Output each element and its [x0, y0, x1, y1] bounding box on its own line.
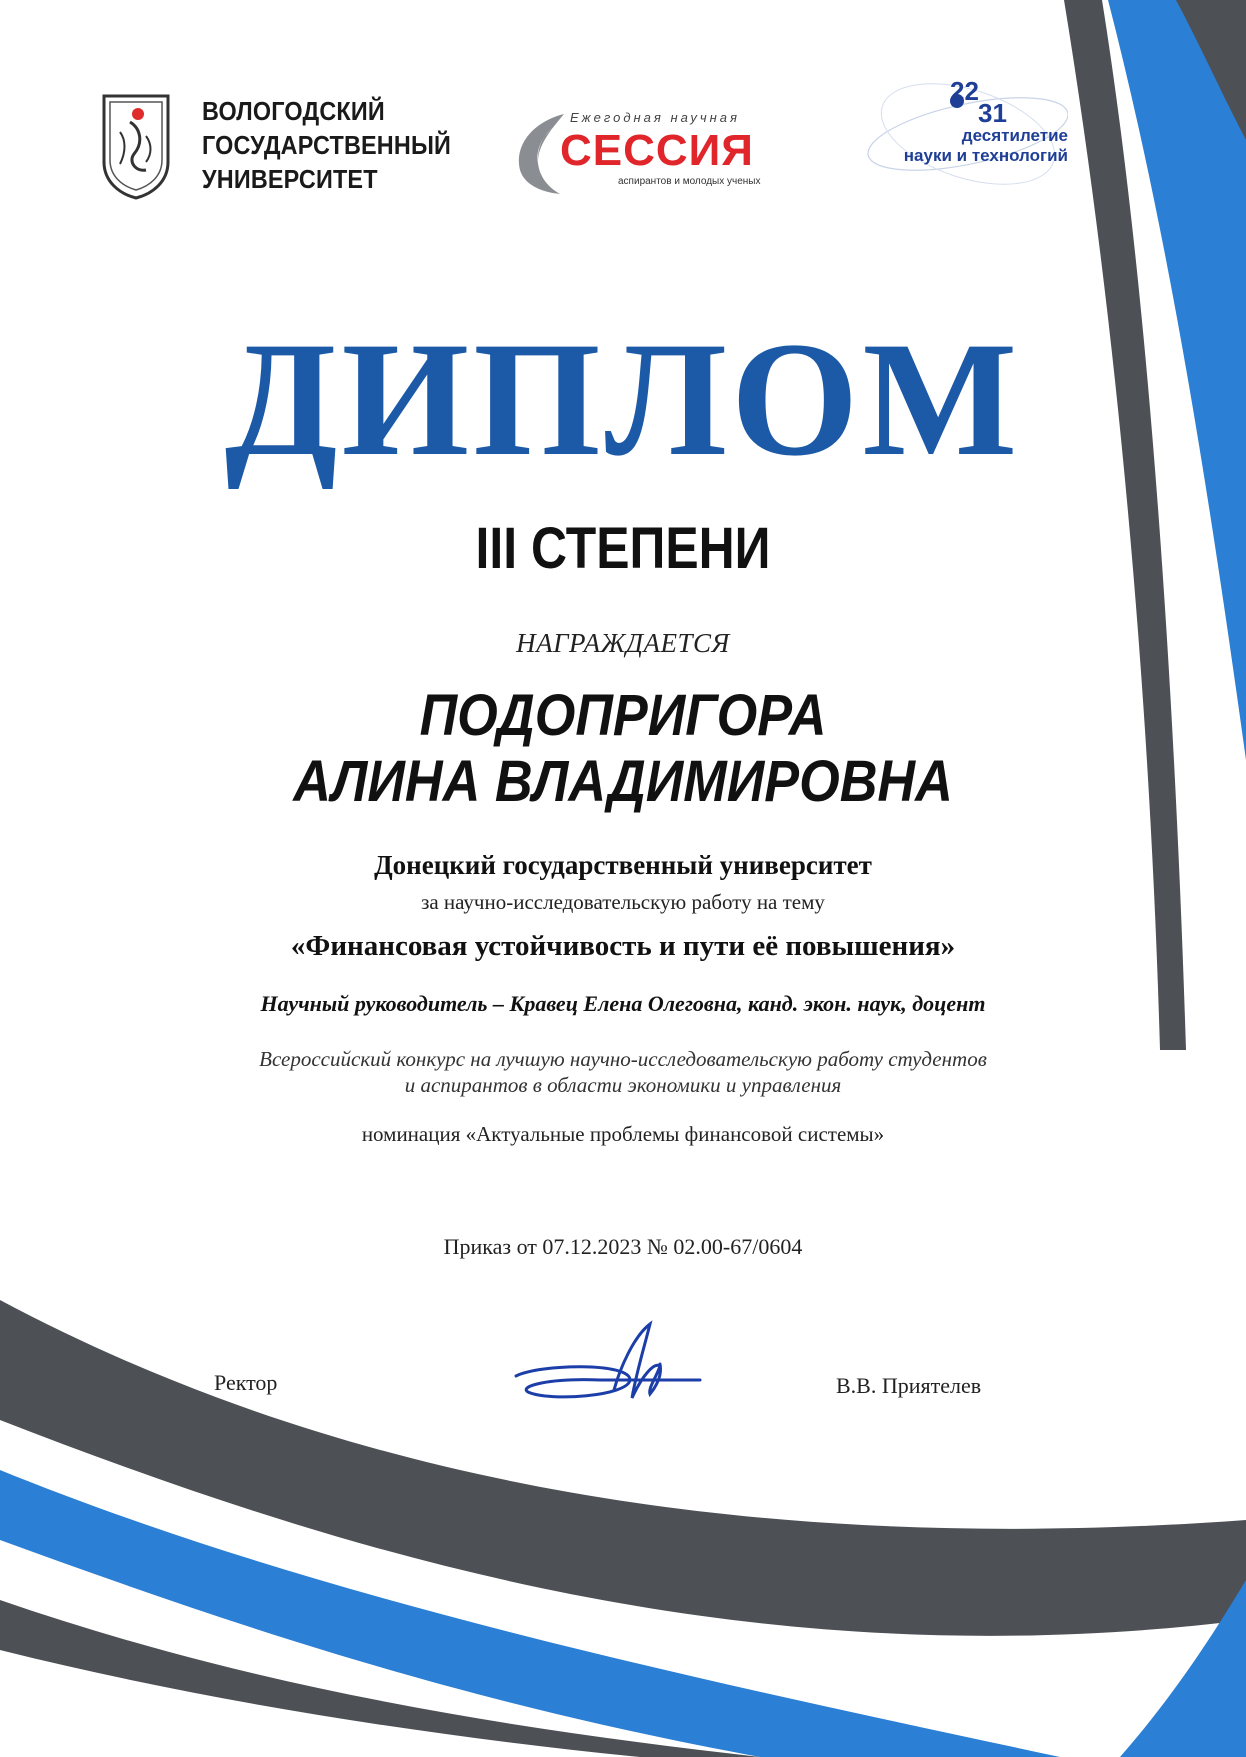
contest-line: Всероссийский конкурс на лучшую научно-исследовательскую работу студентов	[259, 1047, 987, 1071]
session-tagline: Ежегодная научная	[570, 110, 740, 125]
diploma-title: ДИПЛОМ	[224, 309, 1022, 490]
diploma-degree: III СТЕПЕНИ	[475, 516, 771, 581]
decade-line-2: науки и технологий	[903, 146, 1068, 165]
decade-year-start: 22	[950, 76, 979, 106]
signatory-position: Ректор	[214, 1370, 278, 1395]
session-wordmark: СЕССИЯ	[560, 126, 754, 175]
contest-line: и аспирантов в области экономики и управления	[404, 1073, 842, 1097]
recipient-first-middle-name: АЛИНА ВЛАДИМИРОВНА	[293, 749, 953, 814]
work-intro: за научно-исследовательскую работу на тему	[421, 890, 825, 914]
handwritten-signature	[510, 1318, 710, 1428]
decade-logo	[858, 70, 1068, 190]
decade-year-end: 31	[978, 98, 1007, 128]
recipient-university: Донецкий государственный университет	[374, 850, 872, 880]
university-logo-line: ВОЛОГОДСКИЙ	[202, 96, 385, 126]
session-subtitle: аспирантов и молодых ученых	[618, 176, 761, 187]
research-topic: «Финансовая устойчивость и пути её повышения»	[290, 930, 956, 962]
recipient-last-name: ПОДОПРИГОРА	[419, 683, 827, 748]
signatory-name: В.В. Приятелев	[836, 1373, 982, 1398]
decade-line-1: десятилетие	[961, 126, 1068, 145]
university-crest-icon	[100, 92, 172, 200]
awarded-label: НАГРАЖДАЕТСЯ	[516, 628, 730, 658]
recipient-name	[0, 683, 1246, 815]
university-logo-line: УНИВЕРСИТЕТ	[202, 164, 378, 194]
contest-description	[0, 1046, 1246, 1098]
university-logo	[100, 88, 452, 208]
supervisor-line: Научный руководитель – Кравец Елена Олеговна, канд. экон. наук, доцент	[260, 991, 986, 1016]
session-logo	[512, 100, 772, 200]
order-reference: Приказ от 07.12.2023 № 02.00-67/0604	[443, 1234, 803, 1259]
nomination: номинация «Актуальные проблемы финансовой системы»	[361, 1122, 885, 1146]
university-logo-line: ГОСУДАРСТВЕННЫЙ	[202, 130, 452, 160]
